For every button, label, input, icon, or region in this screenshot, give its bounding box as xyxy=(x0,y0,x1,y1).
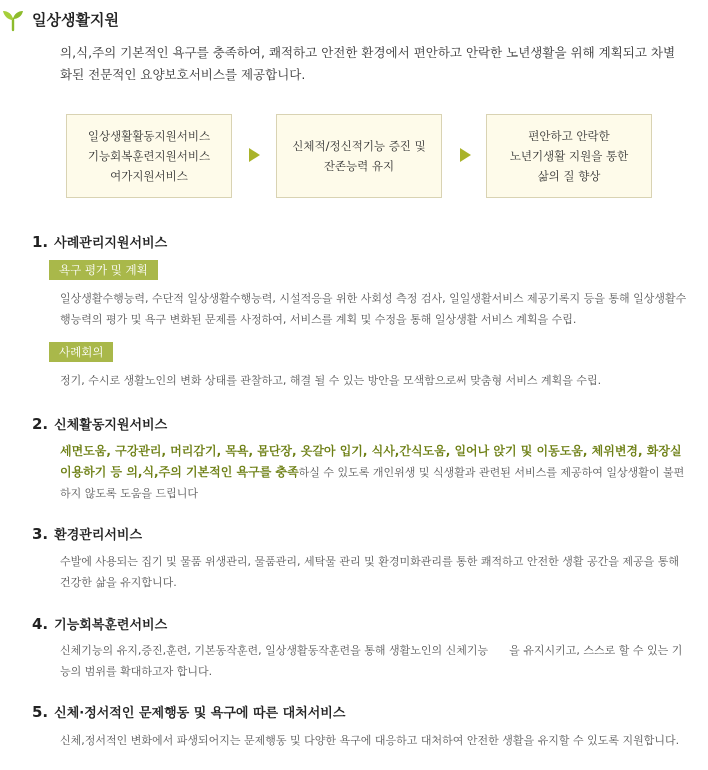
section-heading xyxy=(32,702,345,721)
service-flow xyxy=(66,114,656,198)
section-text: 신체기능의 유지,증진,훈련, 기본동작훈련, 일상생활동작훈련을 통해 생활노인의 신체기능 을 유지시키고, 스스로 할 수 있는 기능의 범위를 확대하고자 합니다. xyxy=(60,644,683,678)
flow-box-line: 삶의 질 향상 xyxy=(537,169,601,183)
sub-badge: 사례회의 xyxy=(49,342,113,362)
section-text: 수발에 사용되는 집기 및 물품 위생관리, 물품관리, 세탁물 관리 및 환경미화관리를 통한 쾌적하고 안전한 생활 공간을 제공을 통해 건강한 삶을 유지합니다. xyxy=(60,555,679,589)
page-header xyxy=(0,6,119,32)
flow-box-line: 노년기생활 지원을 통한 xyxy=(509,149,629,163)
section-heading xyxy=(32,414,167,433)
section-text xyxy=(60,441,690,504)
section-title: 신체활동지원서비스 xyxy=(54,418,168,433)
flow-box-quality xyxy=(486,114,652,198)
section-number: 1. xyxy=(32,233,49,251)
flow-box-line: 일상생활활동지원서비스 xyxy=(87,129,211,143)
section-title: 신체·정서적인 문제행동 및 욕구에 따른 대처서비스 xyxy=(54,706,346,721)
section-number: 2. xyxy=(32,415,49,433)
section-text-rest: 하실 수 있도록 개인위생 및 식생활과 관련된 서비스를 제공하여 일상생활이 불편하지 않도록 도움을 드립니다 xyxy=(60,466,685,500)
flow-box-line: 신체적/정신적기능 증진 및 xyxy=(292,139,426,153)
section-text: 정기, 수시로 생활노인의 변화 상태를 관찰하고, 해결 될 수 있는 방안을 모색함으로써 맞춤형 서비스 계획을 수립. xyxy=(60,374,602,387)
sub-badge: 욕구 평가 및 계획 xyxy=(49,260,158,280)
flow-box-line: 편안하고 안락한 xyxy=(528,129,610,143)
sprout-icon xyxy=(0,6,26,32)
section-heading xyxy=(32,614,167,633)
flow-box-line: 기능회복훈련지원서비스 xyxy=(87,149,211,163)
flow-box-line: 여가지원서비스 xyxy=(110,169,188,183)
intro-text: 의,식,주의 기본적인 욕구를 충족하여, 쾌적하고 안전한 환경에서 편안하고 안락한 노년생활을 위해 계획되고 차별화된 전문적인 요양보호서비스를 제공합니다. xyxy=(60,45,676,82)
page-title: 일상생활지원 xyxy=(32,10,119,29)
flow-box-function xyxy=(276,114,442,198)
triangle-right-icon xyxy=(460,148,471,162)
section-heading xyxy=(32,232,167,251)
section-number: 4. xyxy=(32,615,49,633)
section-title: 기능회복훈련서비스 xyxy=(54,618,168,633)
section-title: 사례관리지원서비스 xyxy=(54,236,168,251)
section-number: 5. xyxy=(32,703,49,721)
highlight-text: 세면도움, 구강관리, 머리감기, 목욕, 몸단장, 옷갈아 입기, 식사,간식도움, 일어나 앉기 및 이동도움, 체위변경, 화장실 이용하기 등 의,식,주의 기본적인 욕구를 충족 xyxy=(60,444,682,479)
section-text: 일상생활수행능력, 수단적 일상생활수행능력, 시설적응을 위한 사회성 측정 검사, 일일생활서비스 제공기록지 등을 통해 일상생활수행능력의 평가 및 욕구 변화된 문제를 사정하여, 서비스를 계획 및 수정을 통해 일상생활 서비스 계획을 수립. xyxy=(60,292,687,326)
section-text: 신체,정서적인 변화에서 파생되어지는 문제행동 및 다양한 욕구에 대응하고 대처하여 안전한 생활을 유지할 수 있도록 지원합니다. xyxy=(60,734,680,747)
triangle-right-icon xyxy=(249,148,260,162)
section-number: 3. xyxy=(32,525,49,543)
section-heading xyxy=(32,524,142,543)
section-title: 환경관리서비스 xyxy=(54,528,143,543)
flow-box-line: 잔존능력 유지 xyxy=(323,159,395,173)
flow-box-services xyxy=(66,114,232,198)
